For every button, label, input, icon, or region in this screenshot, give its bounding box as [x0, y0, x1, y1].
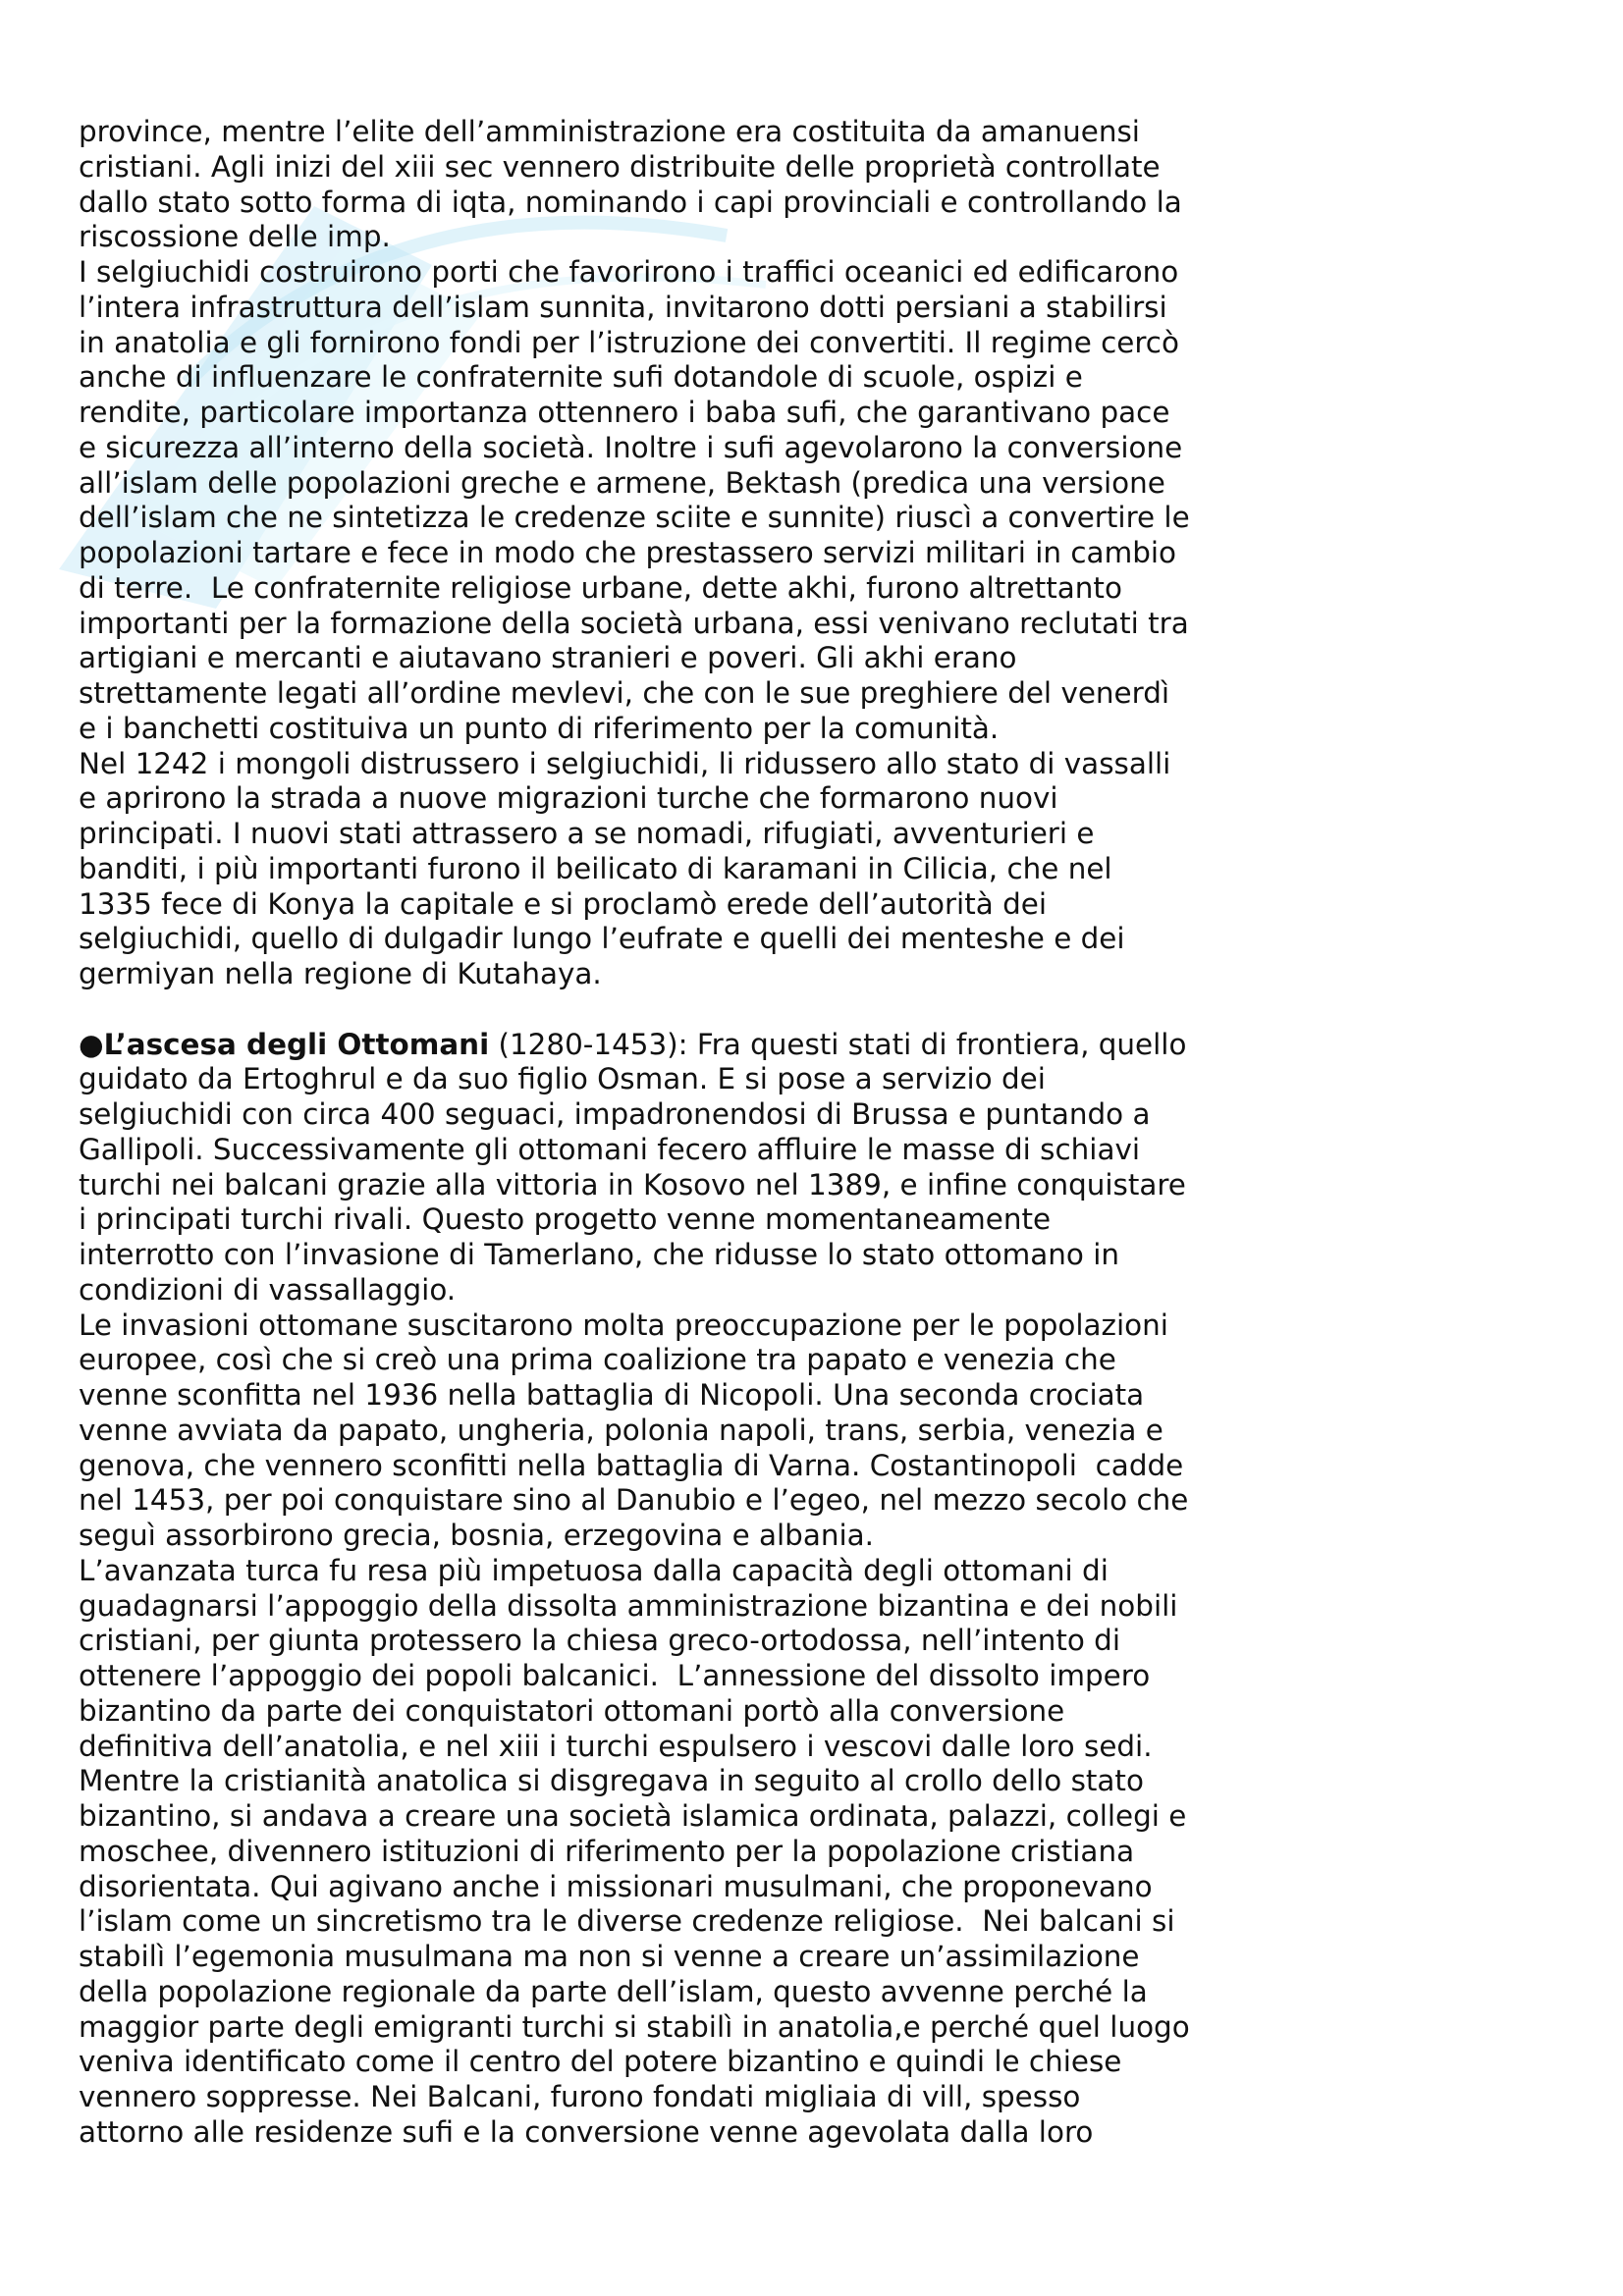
text-line: disorientata. Qui agivano anche i missionari musulmani, che proponevano: [79, 1869, 1153, 1903]
text-line: popolazioni tartare e fece in modo che prestassero servizi militari in cambio: [79, 536, 1177, 569]
text-line: guidato da Ertoghrul e da suo figlio Osman. E si pose a servizio dei: [79, 1062, 1046, 1096]
text-line: I selgiuchidi costruirono porti che favorirono i traffici oceanici ed edificarono: [79, 255, 1179, 289]
text-line: attorno alle residenze sufi e la conversione venne agevolata dalla loro: [79, 2114, 1094, 2149]
text-line: turchi nei balcani grazie alla vittoria in Kosovo nel 1389, e infine conquistare: [79, 1167, 1186, 1201]
text-line: venne avviata da papato, ungheria, polonia napoli, trans, serbia, venezia e: [79, 1413, 1163, 1447]
text-line: venne sconfitta nel 1936 nella battaglia di Nicopoli. Una seconda crociata: [79, 1378, 1145, 1412]
section-ascesa-ottomani: [79, 1028, 1257, 2151]
text-line: strettamente legati all’ordine mevlevi, che con le sue preghiere del venerdì: [79, 676, 1170, 710]
text-line: e i banchetti costituiva un punto di riferimento per la comunità.: [79, 711, 1000, 745]
text-line: bizantino da parte dei conquistatori ottomani portò alla conversione: [79, 1693, 1065, 1728]
text-line: banditi, i più importanti furono il beilicato di karamani in Cilicia, che nel: [79, 851, 1112, 885]
text-line: selgiuchidi, quello di dulgadir lungo l’eufrate e quelli dei menteshe e dei: [79, 922, 1125, 956]
text-line: vennero soppresse. Nei Balcani, furono fondati migliaia di vill, spesso: [79, 2080, 1081, 2113]
text-line: l’intera infrastruttura dell’islam sunnita, invitarono dotti persiani a stabilirsi: [79, 290, 1167, 324]
text-line: moschee, divennero istituzioni di riferimento per la popolazione cristiana: [79, 1834, 1135, 1868]
text-line: rendite, particolare importanza ottennero i baba sufi, che garantivano pace: [79, 396, 1170, 429]
text-line: importanti per la formazione della società urbana, essi venivano reclutati tra: [79, 606, 1189, 640]
text-line: principati. I nuovi stati attrassero a se nomadi, rifugiati, avventurieri e: [79, 817, 1095, 850]
text-line: riscossione delle imp.: [79, 220, 391, 254]
text-line: Gallipoli. Successivamente gli ottomani fecero affluire le masse di schiavi: [79, 1132, 1141, 1166]
text-line: cristiani, per giunta protessero la chiesa greco-ortodossa, nell’intento di: [79, 1624, 1121, 1658]
text-line: e sicurezza all’interno della società. Inoltre i sufi agevolarono la conversione: [79, 430, 1183, 464]
text-line: guadagnarsi l’appoggio della dissolta amministrazione bizantina e dei nobili: [79, 1588, 1178, 1623]
text-line: all’islam delle popolazioni greche e armene, Bektash (predica una versione: [79, 465, 1165, 500]
text-line: Le invasioni ottomane suscitarono molta preoccupazione per le popolazioni: [79, 1308, 1168, 1342]
text-line: selgiuchidi con circa 400 seguaci, impadronendosi di Brussa e puntando a: [79, 1097, 1151, 1131]
text-line: dallo stato sotto forma di iqta, nominando i capi provinciali e controllando la: [79, 185, 1182, 219]
bullet-icon: ●: [79, 1027, 104, 1061]
text-line: condizioni di vassallaggio.: [79, 1272, 457, 1307]
text-line: europee, così che si creò una prima coalizione tra papato e venezia che: [79, 1343, 1116, 1377]
document-body: [79, 115, 1257, 2151]
text-line: artigiani e mercanti e aiutavano stranieri e poveri. Gli akhi erano: [79, 641, 1017, 675]
text-line: province, mentre l’elite dell’amministrazione era costituita da amanuensi: [79, 115, 1140, 148]
text-line: veniva identificato come il centro del potere bizantino e quindi le chiese: [79, 2045, 1122, 2079]
text-line: germiyan nella regione di Kutahaya.: [79, 957, 602, 990]
section-selgiuchidi: [79, 115, 1257, 992]
text-line: anche di influenzare le confraternite sufi dotandole di scuole, ospizi e: [79, 360, 1083, 395]
text-line: seguì assorbirono grecia, bosnia, erzegovina e albania.: [79, 1519, 874, 1552]
text-line: maggior parte degli emigranti turchi si stabilì in anatolia,e perché quel luogo: [79, 2009, 1190, 2044]
text-line: stabilì l’egemonia musulmana ma non si venne a creare un’assimilazione: [79, 1940, 1140, 1973]
text-line: genova, che vennero sconfitti nella battaglia di Varna. Costantinopoli cadde: [79, 1448, 1184, 1482]
text-line: dell’islam che ne sintetizza le credenze sciite e sunnite) riuscì a convertire le: [79, 501, 1190, 535]
text-line: l’islam come un sincretismo tra le diverse credenze religiose. Nei balcani si: [79, 1904, 1175, 1939]
section-heading-rest: (1280-1453): Fra questi stati di frontiera, quello: [489, 1027, 1187, 1061]
text-line: definitiva dell’anatolia, e nel xiii i turchi espulsero i vescovi dalle loro sedi.: [79, 1729, 1153, 1763]
section-heading-line: [79, 1028, 1257, 1063]
text-line: nel 1453, per poi conquistare sino al Danubio e l’egeo, nel mezzo secolo che: [79, 1483, 1189, 1518]
text-line: ottenere l’appoggio dei popoli balcanici. L’annessione del dissolto impero: [79, 1659, 1151, 1692]
text-line: cristiani. Agli inizi del xiii sec vennero distribuite delle proprietà controllate: [79, 149, 1161, 184]
section-heading: L’ascesa degli Ottomani: [103, 1027, 490, 1061]
text-line: bizantino, si andava a creare una società islamica ordinata, palazzi, collegi e: [79, 1799, 1187, 1833]
text-line: e aprirono la strada a nuove migrazioni turche che formarono nuovi: [79, 781, 1058, 816]
text-line: interrotto con l’invasione di Tamerlano, che ridusse lo stato ottomano in: [79, 1238, 1119, 1271]
text-line: 1335 fece di Konya la capitale e si proclamò erede dell’autorità dei: [79, 886, 1047, 921]
text-line: di terre. Le confraternite religiose urbane, dette akhi, furono altrettanto: [79, 570, 1122, 605]
text-line: della popolazione regionale da parte dell’islam, questo avvenne perché la: [79, 1974, 1148, 2008]
text-line: L’avanzata turca fu resa più impetuosa dalla capacità degli ottomani di: [79, 1553, 1109, 1587]
paragraph-spacer: [79, 992, 1257, 1028]
text-line: Mentre la cristianità anatolica si disgregava in seguito al crollo dello stato: [79, 1764, 1144, 1798]
text-line: i principati turchi rivali. Questo progetto venne momentaneamente: [79, 1202, 1052, 1237]
text-line: Nel 1242 i mongoli distrussero i selgiuchidi, li ridussero allo stato di vassalli: [79, 746, 1171, 780]
text-line: in anatolia e gli fornirono fondi per l’istruzione dei convertiti. Il regime cercò: [79, 325, 1179, 359]
